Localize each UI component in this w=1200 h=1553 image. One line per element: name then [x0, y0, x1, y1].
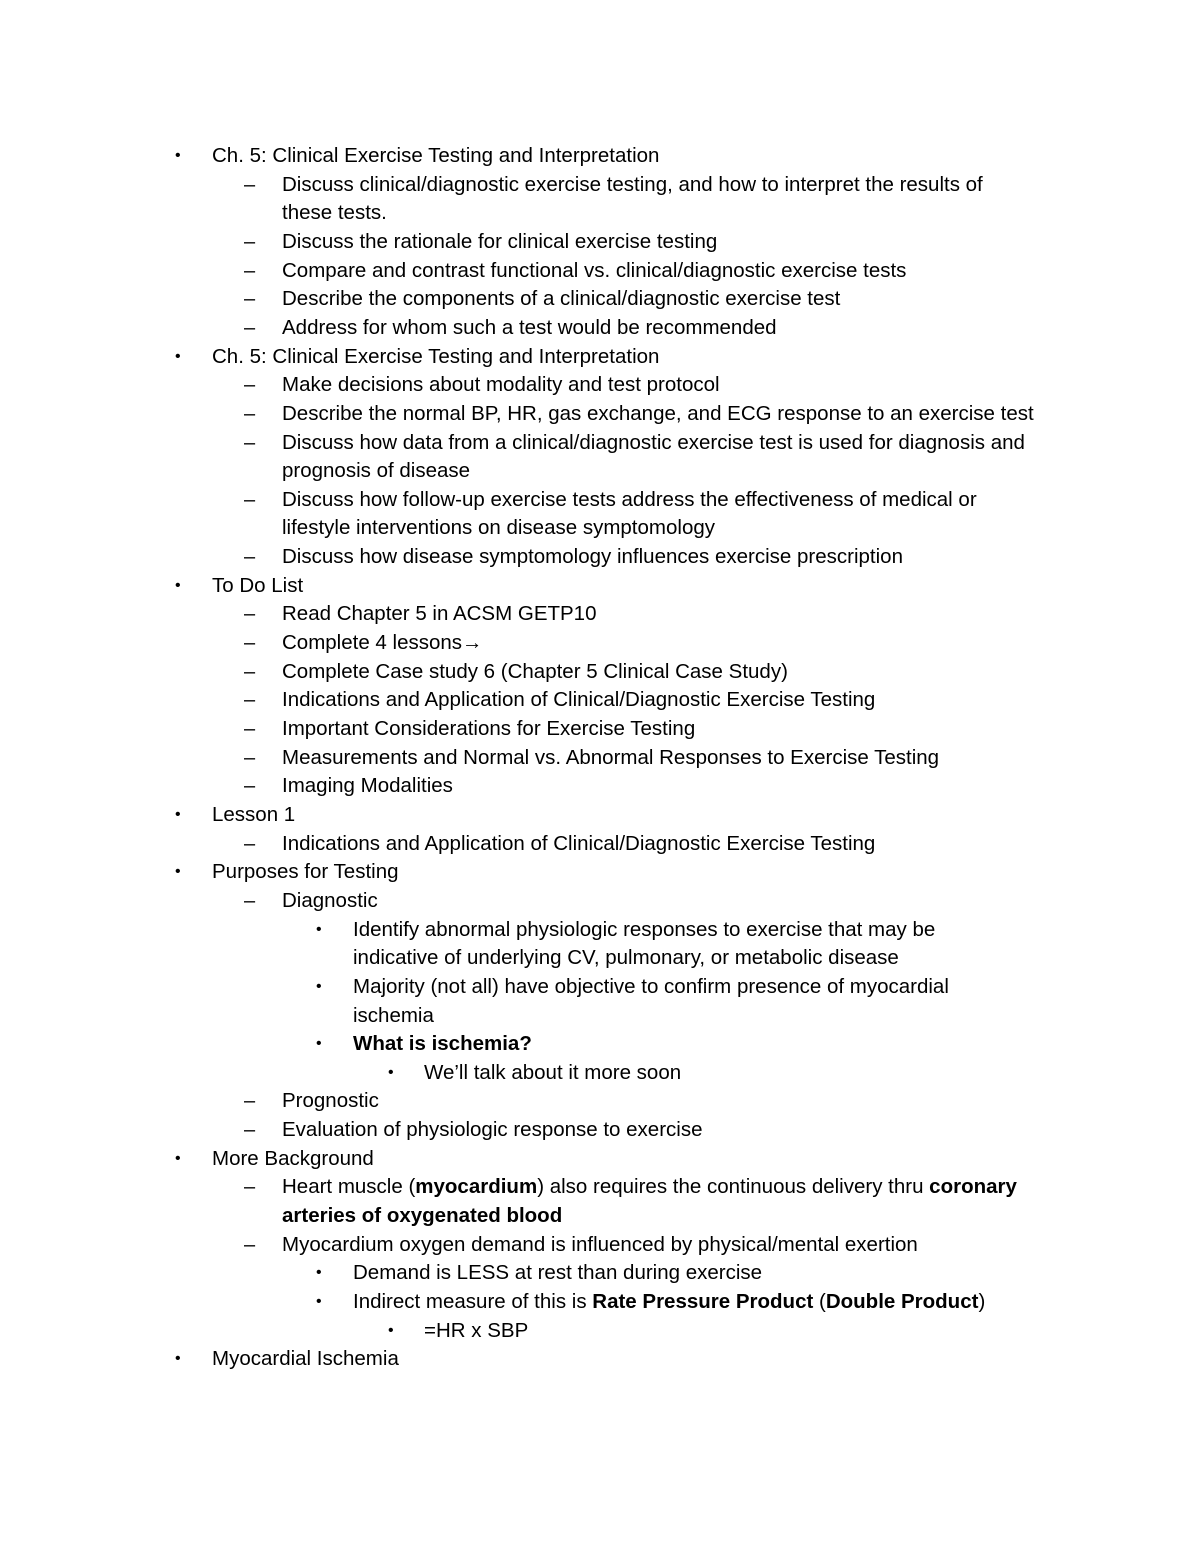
outline-continuation-line: [282, 1202, 562, 1230]
outline-item-level-3: [353, 916, 935, 944]
outline-item-level-2: [282, 715, 695, 743]
outline-item-level-1: [212, 142, 659, 170]
item-text: Complete 4 lessons→: [282, 631, 483, 655]
outline-item-level-2: [282, 658, 788, 686]
bullet-marker: •: [175, 863, 181, 881]
dash-marker: –: [244, 632, 256, 655]
item-text: Demand is LESS at rest than during exercise: [353, 1261, 763, 1285]
outline-item-level-3: [353, 1030, 532, 1058]
item-text: Discuss clinical/diagnostic exercise testing, and how to interpret the results of: [282, 172, 983, 196]
bold-term: coronary: [929, 1175, 1017, 1199]
item-text: Indications and Application of Clinical/Diagnostic Exercise Testing: [282, 688, 876, 712]
outline-item-level-2: [282, 228, 717, 256]
dash-marker: –: [244, 374, 256, 397]
outline-item-level-2: [282, 257, 906, 285]
item-text: Myocardium oxygen demand is influenced by physical/mental exertion: [282, 1232, 918, 1256]
outline-item-level-2: [282, 400, 1034, 428]
bullet-marker: •: [175, 805, 181, 823]
dash-marker: –: [244, 316, 256, 339]
dash-marker: –: [244, 431, 256, 454]
outline-item-level-2: [282, 772, 453, 800]
bullet-marker: •: [388, 1063, 394, 1081]
dash-marker: –: [244, 603, 256, 626]
outline-item-level-2: [282, 1231, 918, 1259]
outline-item-level-2: [282, 1087, 379, 1115]
outline-item-level-3: [353, 973, 949, 1001]
item-text: Majority (not all) have objective to confirm presence of myocardial: [353, 974, 949, 998]
item-text: Discuss the rationale for clinical exercise testing: [282, 229, 718, 253]
outline-item-level-2: [282, 314, 777, 342]
bullet-marker: •: [316, 1035, 322, 1053]
item-text: Identify abnormal physiologic responses to exercise that may be: [353, 917, 936, 941]
bullet-marker: •: [388, 1321, 394, 1339]
bullet-marker: •: [316, 977, 322, 995]
item-text: prognosis of disease: [282, 459, 471, 483]
item-text: Discuss how data from a clinical/diagnostic exercise test is used for diagnosis and: [282, 430, 1025, 454]
item-text: Indications and Application of Clinical/Diagnostic Exercise Testing: [282, 831, 876, 855]
outline-item-level-1: [212, 343, 659, 371]
outline-item-level-1: [212, 572, 303, 600]
dash-marker: –: [244, 288, 256, 311]
bold-term: Rate Pressure Product: [592, 1290, 814, 1313]
bold-term: Double Product: [825, 1290, 979, 1313]
outline-item-level-1: [212, 858, 399, 886]
dash-marker: –: [244, 546, 256, 569]
item-text: Evaluation of physiologic response to exercise: [282, 1118, 703, 1142]
item-text: Diagnostic: [282, 888, 378, 912]
bold-term: myocardium: [415, 1175, 538, 1199]
text-segment: Heart muscle (: [282, 1175, 416, 1199]
outline-item-level-2: [282, 629, 483, 657]
dash-marker: –: [244, 230, 256, 253]
outline-item-level-3: [353, 1288, 985, 1316]
dash-marker: –: [244, 1119, 256, 1142]
bullet-marker: •: [175, 147, 181, 164]
outline-item-level-2: [282, 686, 875, 714]
dash-marker: –: [244, 832, 256, 855]
bullet-marker: •: [175, 347, 181, 365]
item-text: We’ll talk about it more soon: [424, 1060, 682, 1084]
dash-marker: –: [244, 259, 256, 282]
item-text: Compare and contrast functional vs. clinical/diagnostic exercise tests: [282, 258, 907, 282]
dash-marker: –: [244, 689, 256, 712]
text-segment: ) also requires the continuous delivery thru: [537, 1175, 930, 1199]
dash-marker: –: [244, 718, 256, 740]
dash-marker: –: [244, 1233, 256, 1256]
dash-marker: –: [244, 1090, 256, 1113]
bullet-marker: •: [316, 920, 322, 938]
outline-continuation-line: [282, 514, 715, 542]
item-text: Discuss how disease symptomology influences exercise prescription: [282, 545, 903, 569]
item-text: Make decisions about modality and test protocol: [282, 373, 720, 397]
outline-item-level-2: [282, 486, 977, 514]
outline-item-level-1: [212, 1345, 399, 1373]
item-text: Myocardial Ischemia: [212, 1347, 399, 1371]
item-text: Describe the components of a clinical/diagnostic exercise test: [282, 287, 841, 311]
item-text: Address for whom such a test would be recommended: [282, 315, 777, 339]
item-text: Ch. 5: Clinical Exercise Testing and Interpretation: [212, 344, 660, 368]
bold-term: arteries of oxygenated blood: [282, 1204, 563, 1228]
item-text: Lesson 1: [212, 802, 296, 826]
dash-marker: –: [244, 1176, 256, 1199]
text-segment: (: [813, 1290, 826, 1313]
outline-item-level-2: [282, 744, 939, 772]
item-text: Describe the normal BP, HR, gas exchange, and ECG response to an exercise test: [282, 401, 1034, 425]
outline-item-level-2: [282, 171, 983, 199]
bold-term: What is ischemia?: [353, 1032, 532, 1056]
item-text: Complete Case study 6 (Chapter 5 Clinical Case Study): [282, 659, 788, 683]
item-text: Prognostic: [282, 1089, 379, 1113]
bullet-marker: •: [316, 1264, 322, 1282]
dash-marker: –: [244, 746, 256, 769]
dash-marker: –: [244, 775, 256, 798]
outline-continuation-line: [353, 1002, 434, 1030]
outline-item-level-2: [282, 429, 1025, 457]
outline-continuation-line: [282, 199, 387, 227]
outline-item-level-2: [282, 600, 597, 628]
outline-item-level-2: [282, 1116, 703, 1144]
outline-item-level-4: [424, 1059, 681, 1087]
item-text: To Do List: [212, 573, 304, 597]
bullet-marker: •: [175, 1149, 181, 1167]
item-text: Purposes for Testing: [212, 860, 399, 884]
outline-continuation-line: [282, 457, 470, 485]
item-text: Discuss how follow-up exercise tests address the effectiveness of medical or: [282, 487, 977, 511]
dash-marker: –: [244, 889, 256, 912]
text-segment: ): [978, 1290, 986, 1313]
dash-marker: –: [244, 488, 256, 511]
outline-item-level-1: [212, 1145, 374, 1173]
item-text: =HR x SBP: [424, 1318, 529, 1342]
dash-marker: –: [244, 173, 256, 196]
item-text: Measurements and Normal vs. Abnormal Responses to Exercise Testing: [282, 745, 940, 769]
outline-continuation-line: [353, 944, 899, 972]
outline-item-level-2: [282, 830, 875, 858]
item-text: Important Considerations for Exercise Testing: [282, 717, 696, 740]
bullet-marker: •: [316, 1293, 322, 1310]
outline-item-level-2: [282, 285, 840, 313]
item-text: indicative of underlying CV, pulmonary, or metabolic disease: [353, 946, 899, 970]
item-text: these tests.: [282, 201, 387, 225]
outline-item-level-2: [282, 371, 720, 399]
bullet-marker: •: [175, 1350, 181, 1368]
dash-marker: –: [244, 402, 256, 425]
outline-item-level-2: [282, 543, 903, 571]
item-text: ischemia: [353, 1003, 434, 1027]
outline-item-level-3: [353, 1259, 762, 1287]
dash-marker: –: [244, 660, 256, 683]
item-text: Imaging Modalities: [282, 774, 453, 798]
item-text: Ch. 5: Clinical Exercise Testing and Interpretation: [212, 144, 660, 167]
item-text: Read Chapter 5 in ACSM GETP10: [282, 602, 597, 626]
outline-item-level-2: [282, 1173, 1017, 1201]
outline-item-level-1: [212, 801, 295, 829]
outline-item-level-4: [424, 1317, 528, 1345]
outline-item-level-2: [282, 887, 378, 915]
item-text: lifestyle interventions on disease symptomology: [282, 516, 715, 540]
bullet-marker: •: [175, 576, 181, 594]
item-text: More Background: [212, 1146, 374, 1170]
text-segment: Indirect measure of this is: [353, 1290, 593, 1313]
